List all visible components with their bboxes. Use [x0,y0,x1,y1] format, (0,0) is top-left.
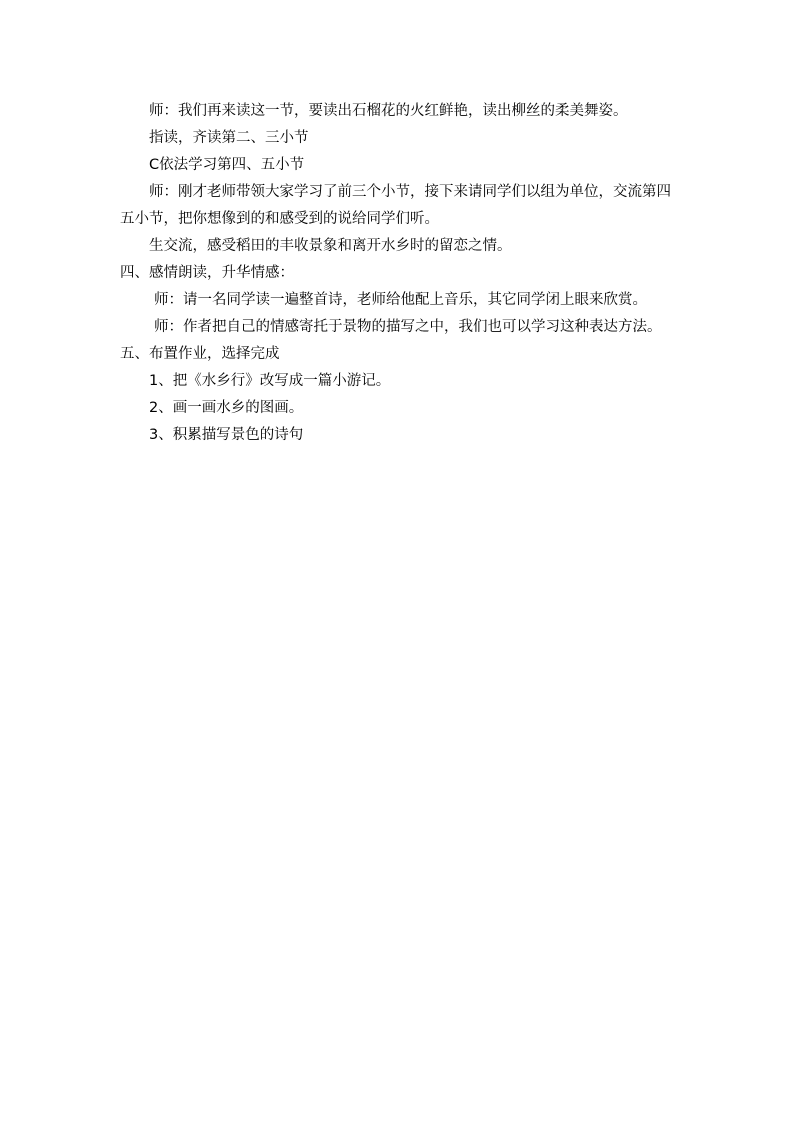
section-five-heading: 五、布置作业，选择完成 [120,346,280,362]
teacher-guidance-paragraph: 师：刚才老师带领大家学习了前三个小节，接下来请同学们以组为单位，交流第四五小节，把你想像到的和感受到的说给同学们听。 [120,184,671,227]
homework-item-2: 2、画一画水乡的图画。 [149,400,304,416]
homework-item-3: 3、积累描写景色的诗句 [149,427,304,443]
document-body [120,98,680,449]
section-four-heading: 四、感情朗读，升华情感： [120,265,294,281]
teacher-expression-paragraph: 师：作者把自己的情感寄托于景物的描写之中，我们也可以学习这种表达方法。 [154,319,662,335]
student-exchange-line: 生交流，感受稻田的丰收景象和离开水乡时的留恋之情。 [149,238,512,254]
homework-item-1: 1、把《水乡行》改写成一篇小游记。 [149,373,391,389]
section-c-heading: C依法学习第四、五小节 [149,157,305,173]
teacher-reading-paragraph: 师：我们再来读这一节，要读出石榴花的火红鲜艳，读出柳丝的柔美舞姿。 [149,103,628,119]
teacher-music-paragraph: 师：请一名同学读一遍整首诗，老师给他配上音乐，其它同学闭上眼来欣赏。 [154,292,647,308]
reading-practice-line: 指读，齐读第二、三小节 [149,130,309,146]
